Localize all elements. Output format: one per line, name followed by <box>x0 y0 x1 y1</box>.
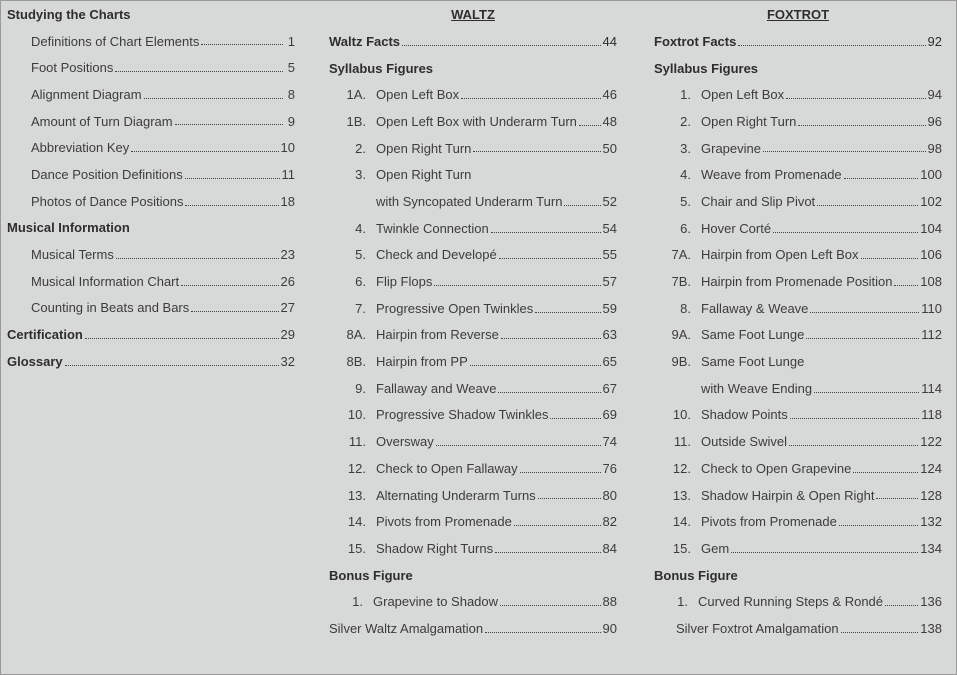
figure-label: Gem <box>701 540 730 556</box>
figure-label: Same Foot Lunge <box>701 354 805 370</box>
figure-label: Progressive Open Twinkles <box>376 300 534 316</box>
figure-label: Open Right Turn <box>376 140 472 156</box>
toc-entry[interactable] <box>329 295 617 322</box>
page-number: 122 <box>920 434 942 450</box>
dot-leader <box>579 124 601 126</box>
figure-label: Hairpin from Reverse <box>376 327 499 343</box>
column-general <box>7 0 295 375</box>
figure-label: Shadow Points <box>701 407 788 423</box>
figure-number: 8B. <box>346 354 366 370</box>
figure-label: Fallaway & Weave <box>701 300 809 316</box>
figure-number: 3. <box>355 167 366 183</box>
dot-leader <box>806 337 919 339</box>
toc-entry[interactable]: Dance Position Definitions 11 <box>31 166 295 182</box>
figure-number: 6. <box>355 274 366 290</box>
toc-entry[interactable] <box>654 161 942 188</box>
toc-entry-waltz-facts[interactable]: Waltz Facts 44 <box>329 33 617 49</box>
figure-number: 12. <box>672 460 691 476</box>
toc-entry[interactable] <box>654 108 942 135</box>
figure-number: 3. <box>680 140 691 156</box>
page-number: 84 <box>602 540 617 556</box>
dot-leader <box>520 471 601 473</box>
toc-entry[interactable] <box>654 295 942 322</box>
figure-number: 15. <box>347 540 366 556</box>
page-number: 110 <box>921 300 942 316</box>
figure-label: Pivots from Promenade <box>376 514 512 530</box>
figure-number: 14. <box>672 514 691 530</box>
figure-number: 13. <box>347 487 366 503</box>
page-number: 63 <box>602 327 617 343</box>
figure-label: Grapevine <box>701 140 761 156</box>
page-number: 55 <box>602 247 617 263</box>
figure-number: 7A. <box>671 247 691 263</box>
figure-number: 5. <box>355 247 366 263</box>
toc-entry-glossary[interactable]: Glossary 32 <box>7 353 295 369</box>
toc-entry[interactable]: Musical Information Chart 26 <box>31 273 295 289</box>
foxtrot-syllabus-heading: Syllabus Figures <box>654 60 759 76</box>
figure-number: 7. <box>355 300 366 316</box>
toc-entry[interactable] <box>329 188 617 215</box>
figure-label: Chair and Slip Pivot <box>701 193 816 209</box>
toc-entry[interactable] <box>654 242 942 269</box>
toc-entry[interactable] <box>654 455 942 482</box>
figure-label: Open Right Turn <box>376 167 472 183</box>
figure-label: Check and Developé <box>376 247 497 263</box>
figure-number: 8A. <box>346 327 366 343</box>
page-number: 118 <box>921 407 942 423</box>
toc-entry-foxtrot-amalgamation[interactable]: Silver Foxtrot Amalgamation 138 <box>676 620 942 636</box>
toc-entry[interactable]: Photos of Dance Positions 18 <box>31 193 295 209</box>
toc-entry[interactable] <box>329 482 617 509</box>
dot-leader <box>473 150 600 152</box>
foxtrot-bonus-heading: Bonus Figure <box>654 567 738 583</box>
toc-entry[interactable]: 1. Grapevine to Shadow 88 <box>352 594 617 610</box>
figure-number: 11. <box>348 434 366 450</box>
dot-leader <box>763 150 926 152</box>
figure-number: 9A. <box>671 327 691 343</box>
toc-entry[interactable] <box>329 81 617 108</box>
figure-label: Twinkle Connection <box>376 220 489 236</box>
figure-label: Pivots from Promenade <box>701 514 837 530</box>
toc-entry[interactable] <box>329 161 617 188</box>
figure-number: 5. <box>680 193 691 209</box>
figure-label: Open Left Box <box>376 87 460 103</box>
foxtrot-title: FOXTROT <box>766 6 830 22</box>
dot-leader <box>564 204 600 206</box>
toc-entry[interactable] <box>329 348 617 375</box>
dot-leader <box>538 497 601 499</box>
figure-label: with Syncopated Underarm Turn <box>376 193 563 209</box>
dot-leader <box>798 124 925 126</box>
page-number: 94 <box>927 87 942 103</box>
page-number: 80 <box>602 487 617 503</box>
toc-entry[interactable]: 1. Curved Running Steps & Rondé 136 <box>677 594 942 610</box>
dot-leader <box>491 231 601 233</box>
figure-label: Oversway <box>376 434 434 450</box>
dot-leader <box>501 337 601 339</box>
dot-leader <box>773 231 918 233</box>
dot-leader <box>461 97 600 99</box>
studying-heading: Studying the Charts <box>7 6 131 22</box>
figure-number: 11. <box>673 434 691 450</box>
figure-label: Outside Swivel <box>701 434 787 450</box>
figure-number: 1B. <box>346 113 366 129</box>
figure-number: 8. <box>680 300 691 316</box>
toc-entry[interactable] <box>329 322 617 349</box>
page-number: 52 <box>602 193 617 209</box>
dot-leader <box>499 257 601 259</box>
page-number: 48 <box>602 113 617 129</box>
page-number: 98 <box>927 140 942 156</box>
figure-number: 2. <box>680 113 691 129</box>
toc-entry[interactable] <box>329 535 617 562</box>
column-waltz <box>329 0 617 642</box>
figure-label: Flip Flops <box>376 274 433 290</box>
dot-leader <box>731 551 918 553</box>
toc-entry-certification[interactable]: Certification 29 <box>7 327 295 343</box>
figure-number: 4. <box>355 220 366 236</box>
figure-label: Same Foot Lunge <box>701 327 805 343</box>
dot-leader <box>844 177 919 179</box>
dot-leader <box>810 311 919 313</box>
page-number: 106 <box>920 247 942 263</box>
toc-entry[interactable] <box>329 402 617 429</box>
figure-number: 4. <box>680 167 691 183</box>
toc-entry[interactable] <box>329 268 617 295</box>
column-foxtrot <box>654 0 942 642</box>
figure-label: Open Left Box <box>701 87 785 103</box>
page-number: 50 <box>602 140 617 156</box>
figure-label: Open Left Box with Underarm Turn <box>376 113 577 129</box>
toc-entry[interactable]: Amount of Turn Diagram 9 <box>31 113 295 129</box>
figure-label: Hairpin from Promenade Position <box>701 274 893 290</box>
figure-label: Check to Open Grapevine <box>701 460 852 476</box>
figure-number: 13. <box>672 487 691 503</box>
figure-number: 1A. <box>346 87 366 103</box>
figure-number: 15. <box>672 540 691 556</box>
toc-entry[interactable] <box>329 215 617 242</box>
dot-leader <box>470 364 601 366</box>
figure-number: 10. <box>672 407 691 423</box>
toc-entry[interactable]: Abbreviation Key 10 <box>31 140 295 156</box>
toc-entry[interactable]: Alignment Diagram 8 <box>31 86 295 102</box>
page-number: 65 <box>602 354 617 370</box>
dot-leader <box>786 97 925 99</box>
figure-label: Hairpin from PP <box>376 354 468 370</box>
dot-leader <box>498 391 600 393</box>
toc-entry[interactable] <box>654 215 942 242</box>
page-number: 69 <box>602 407 617 423</box>
page-number: 102 <box>920 193 942 209</box>
figure-label: Shadow Right Turns <box>376 540 494 556</box>
toc-entry[interactable] <box>654 535 942 562</box>
toc-entry[interactable] <box>654 135 942 162</box>
toc-entry[interactable]: Counting in Beats and Bars 27 <box>31 300 295 316</box>
page-number: 128 <box>920 487 942 503</box>
dot-leader <box>514 524 601 526</box>
page-number: 57 <box>602 274 617 290</box>
figure-number: 10. <box>347 407 366 423</box>
figure-label: Progressive Shadow Twinkles <box>376 407 549 423</box>
toc-entry[interactable]: Musical Terms 23 <box>31 247 295 263</box>
dot-leader <box>789 444 918 446</box>
page-number: 100 <box>920 167 942 183</box>
figure-label: Hover Corté <box>701 220 772 236</box>
page-number: 134 <box>920 540 942 556</box>
page-number: 74 <box>602 434 617 450</box>
dot-leader <box>861 257 919 259</box>
dot-leader <box>839 524 918 526</box>
page-number: 104 <box>920 220 942 236</box>
toc-entry[interactable] <box>329 428 617 455</box>
figure-label: Check to Open Fallaway <box>376 460 518 476</box>
toc-entry[interactable] <box>329 508 617 535</box>
toc-entry[interactable] <box>329 108 617 135</box>
figure-number: 6. <box>680 220 691 236</box>
figure-label: Open Right Turn <box>701 113 797 129</box>
toc-entry[interactable] <box>654 188 942 215</box>
dot-leader <box>814 391 919 393</box>
figure-number: 1. <box>680 87 691 103</box>
dot-leader <box>790 417 920 419</box>
figure-number: 12. <box>347 460 366 476</box>
waltz-bonus-heading: Bonus Figure <box>329 567 413 583</box>
dot-leader <box>495 551 600 553</box>
toc-entry[interactable]: Foot Positions 5 <box>31 60 295 76</box>
toc-entry[interactable] <box>654 508 942 535</box>
toc-entry[interactable] <box>654 428 942 455</box>
page-number: 67 <box>602 380 617 396</box>
toc-entry[interactable] <box>654 375 942 402</box>
dot-leader <box>876 497 918 499</box>
toc-entry[interactable] <box>329 455 617 482</box>
toc-entry[interactable] <box>329 135 617 162</box>
figure-number: 9B. <box>671 354 691 370</box>
dot-leader <box>434 284 600 286</box>
toc-entry[interactable] <box>329 242 617 269</box>
dot-leader <box>894 284 918 286</box>
figure-label: Shadow Hairpin & Open Right <box>701 487 875 503</box>
page-number: 59 <box>602 300 617 316</box>
page-number: 82 <box>602 514 617 530</box>
toc-entry[interactable] <box>654 322 942 349</box>
figure-number: 7B. <box>671 274 691 290</box>
toc-entry-waltz-amalgamation[interactable]: Silver Waltz Amalgamation 90 <box>329 620 617 636</box>
waltz-syllabus-heading: Syllabus Figures <box>329 60 434 76</box>
toc-entry[interactable] <box>654 482 942 509</box>
figure-label: Hairpin from Open Left Box <box>701 247 859 263</box>
musical-heading: Musical Information <box>7 220 130 236</box>
page-number: 54 <box>602 220 617 236</box>
figure-number: 2. <box>355 140 366 156</box>
foxtrot-figures-list <box>654 81 942 561</box>
toc-entry[interactable] <box>329 375 617 402</box>
page-number: 112 <box>921 327 942 343</box>
dot-leader <box>550 417 600 419</box>
dot-leader <box>817 204 918 206</box>
toc-entry[interactable] <box>654 81 942 108</box>
figure-label: Fallaway and Weave <box>376 380 497 396</box>
toc-entry[interactable] <box>654 402 942 429</box>
figure-number: 9. <box>355 380 366 396</box>
figure-label: Weave from Promenade <box>701 167 842 183</box>
dot-leader <box>853 471 918 473</box>
page-number: 124 <box>920 460 942 476</box>
page-number: 46 <box>602 87 617 103</box>
toc-entry[interactable]: Definitions of Chart Elements 1 <box>31 33 295 49</box>
waltz-figures-list <box>329 81 617 561</box>
toc-entry[interactable] <box>654 268 942 295</box>
page-number: 108 <box>920 274 942 290</box>
figure-label: with Weave Ending <box>701 380 813 396</box>
page-number: 76 <box>602 460 617 476</box>
page-number: 114 <box>921 380 942 396</box>
figure-label: Alternating Underarm Turns <box>376 487 536 503</box>
waltz-title: WALTZ <box>451 6 495 22</box>
page-number: 96 <box>927 113 942 129</box>
dot-leader <box>436 444 601 446</box>
page-number: 132 <box>920 514 942 530</box>
dot-leader <box>535 311 600 313</box>
toc-entry[interactable] <box>654 348 942 375</box>
toc-entry-foxtrot-facts[interactable]: Foxtrot Facts 92 <box>654 33 942 49</box>
figure-number: 14. <box>347 514 366 530</box>
